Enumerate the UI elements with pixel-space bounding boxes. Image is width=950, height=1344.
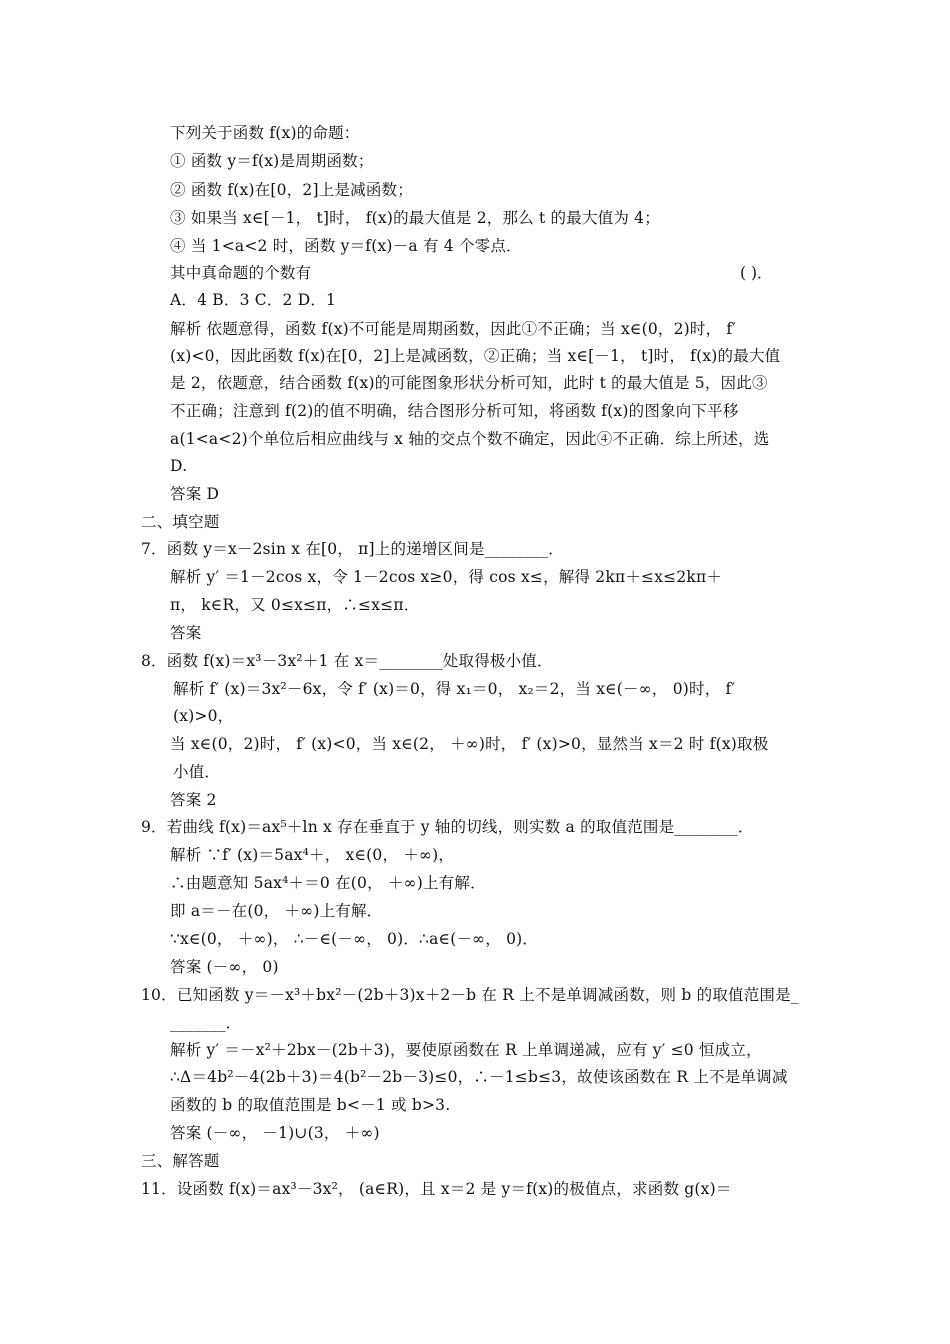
q10-answer: 答案 (－∞， －1)∪(3， ＋∞) — [170, 1124, 380, 1142]
q7-analysis-line: 解析 y′ ＝1－2cos x，令 1－2cos x≥0，得 cos x≤，解得 2kπ＋≤x≤2kπ＋ — [170, 568, 723, 586]
proposition-2: ② 函数 f(x)在[0，2]上是减函数； — [170, 181, 413, 199]
problem6-analysis-line: 解析 依题意得，函数 f(x)不可能是周期函数，因此①不正确；当 x∈(0，2)时， f′ — [170, 320, 737, 338]
proposition-4: ④ 当 1<a<2 时，函数 y＝f(x)－a 有 4 个零点． — [170, 237, 522, 255]
q7-answer: 答案 — [170, 624, 202, 642]
q10-stem-continued: _______． — [170, 1014, 242, 1032]
problem6-analysis-line: 是 2，依题意，结合函数 f(x)的可能图象形状分析可知，此时 t 的最大值是 5，因此③ — [170, 374, 768, 392]
q9-analysis-line: 即 a＝－在(0， ＋∞)上有解． — [170, 902, 383, 920]
problem6-count-question: 其中真命题的个数有 — [170, 264, 312, 282]
proposition-1: ① 函数 y＝f(x)是周期函数； — [170, 152, 374, 170]
q9-answer: 答案 (－∞， 0) — [170, 958, 279, 976]
q10-analysis-line: 解析 y′ ＝－x²＋2bx－(2b＋3)，要使原函数在 R 上单调递减，应有 y′ ≤0 恒成立， — [170, 1041, 762, 1059]
problem6-analysis-line: D. — [170, 457, 188, 475]
q8-analysis-line: 解析 f′ (x)＝3x²－6x，令 f′ (x)＝0，得 x₁＝0， x₂＝2，当 x∈(－∞， 0)时， f′ — [173, 680, 736, 698]
q9-analysis-line: 解析 ∵f′ (x)＝5ax⁴＋， x∈(0， ＋∞)， — [170, 846, 455, 864]
q10-stem: 10．已知函数 y＝－x³＋bx²－(2b＋3)x＋2－b 在 R 上不是单调减函数，则 b 的取值范围是_ — [141, 986, 799, 1004]
section-heading-fill-blank: 二、填空题 — [141, 513, 220, 531]
q8-stem: 8．函数 f(x)＝x³－3x²＋1 在 x＝________处取得极小值． — [141, 652, 553, 670]
q7-analysis-line: π， k∈R，又 0≤x≤π，∴≤x≤π． — [170, 596, 420, 614]
q9-analysis-line: ∴由题意知 5ax⁴＋＝0 在(0， ＋∞)上有解． — [170, 874, 486, 892]
q11-stem: 11．设函数 f(x)＝ax³－3x²， (a∈R)，且 x＝2 是 y＝f(x)的极值点，求函数 g(x)＝ — [141, 1180, 732, 1198]
q8-analysis-line: 小值． — [173, 763, 221, 781]
problem6-analysis-line: (x)<0，因此函数 f(x)在[0，2]上是减函数，②正确；当 x∈[－1， t]时， f(x)的最大值 — [170, 347, 781, 365]
q9-stem: 9．若曲线 f(x)＝ax⁵＋ln x 存在垂直于 y 轴的切线，则实数 a 的取值范围是________． — [141, 818, 754, 836]
proposition-3: ③ 如果当 x∈[－1， t]时， f(x)的最大值是 2，那么 t 的最大值为 4； — [170, 209, 660, 227]
problem6-stem: 下列关于函数 f(x)的命题： — [170, 124, 360, 142]
problem6-answer: 答案 D — [170, 485, 220, 503]
q9-analysis-line: ∵x∈(0， ＋∞)， ∴－∈(－∞， 0)．∴a∈(－∞， 0)． — [170, 930, 539, 948]
q7-stem: 7．函数 y＝x－2sin x 在[0， π]上的递增区间是________． — [141, 540, 565, 558]
q8-analysis-line: (x)>0， — [173, 707, 234, 725]
q8-analysis-line: 当 x∈(0，2)时， f′ (x)<0，当 x∈(2， ＋∞)时， f′ (x)>0，显然当 x＝2 时 f(x)取极 — [170, 735, 769, 753]
section-heading-solutions: 三、解答题 — [141, 1152, 220, 1170]
answer-paren: ( )． — [740, 264, 773, 282]
q8-answer: 答案 2 — [170, 791, 217, 809]
problem6-analysis-line: a(1<a<2)个单位后相应曲线与 x 轴的交点个数不确定，因此④不正确．综上所述，选 — [170, 430, 770, 448]
q10-analysis-line: 函数的 b 的取值范围是 b<－1 或 b>3. — [170, 1096, 451, 1114]
problem6-analysis-line: 不正确；注意到 f(2)的值不明确，结合图形分析可知，将函数 f(x)的图象向下平移 — [170, 402, 739, 420]
problem6-choices: A．4 B．3 C．2 D．1 — [170, 291, 337, 309]
q10-analysis-line: ∴Δ＝4b²－4(2b＋3)＝4(b²－2b－3)≤0，∴－1≤b≤3，故使该函数在 R 上不是单调减 — [170, 1068, 788, 1086]
